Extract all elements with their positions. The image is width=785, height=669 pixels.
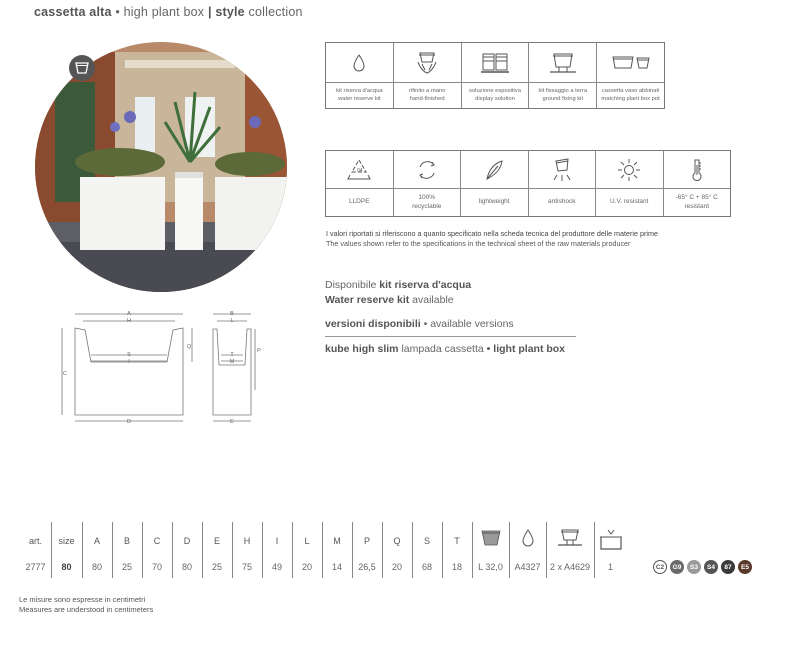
spec-column — [172, 522, 202, 578]
spec-value: 25 — [211, 562, 222, 572]
dim-label-c: C — [63, 371, 67, 377]
product-name-en: high plant box — [123, 5, 205, 19]
spec-header: E — [213, 536, 220, 546]
spec-value: 14 — [331, 562, 342, 572]
dimension-drawing — [55, 305, 275, 430]
collection-word: collection — [248, 5, 303, 19]
spec-header: D — [183, 536, 191, 546]
color-badge: S4 — [704, 560, 718, 574]
feature-uv-resistant: U.V. resistant — [596, 151, 664, 216]
spec-column — [382, 522, 412, 578]
feature-water-reserve: kit riserva d'acqua water reserve kit — [326, 43, 394, 108]
feature-lightweight: lightweight — [461, 151, 529, 216]
ground-fixing-icon — [548, 48, 578, 78]
spec-column — [472, 522, 509, 578]
spec-column — [352, 522, 382, 578]
features-top — [325, 42, 665, 109]
product-name-it: cassetta alta — [34, 5, 112, 19]
color-codes — [653, 560, 752, 574]
water-drop-icon — [520, 528, 536, 553]
spec-column — [51, 522, 82, 578]
recycle-04-icon — [344, 155, 374, 185]
spec-value: A4327 — [514, 562, 541, 572]
spec-value: 49 — [271, 562, 282, 572]
dim-label-q: Q — [186, 344, 192, 350]
feature-matching-pots: cassetta vaso abbinati matching plant box pot — [597, 43, 664, 108]
spec-header: Q — [393, 536, 401, 546]
spec-value: 2777 — [25, 562, 46, 572]
spec-column — [322, 522, 352, 578]
spec-header: L — [304, 536, 310, 546]
spec-column — [292, 522, 322, 578]
spec-header: B — [123, 536, 130, 546]
spec-column — [262, 522, 292, 578]
versions-divider — [325, 336, 576, 337]
measures-note: Le misure sono espresse in centimetri Measures are understood in centimeters — [19, 595, 154, 614]
versions-heading: versioni disponibili • available versions — [325, 318, 514, 330]
dim-label-b: B — [230, 311, 234, 317]
thermometer-icon — [682, 155, 712, 185]
dim-label-h: H — [127, 318, 131, 324]
spec-header: size — [58, 536, 75, 546]
spec-value: 25 — [121, 562, 132, 572]
spec-header: I — [275, 536, 279, 546]
spec-column — [142, 522, 172, 578]
dim-label-t: T — [230, 352, 234, 358]
spec-value: L 32,0 — [478, 562, 503, 572]
spec-value: 18 — [451, 562, 462, 572]
display-shelf-icon — [472, 48, 518, 78]
dim-label-p: P — [257, 348, 261, 354]
spec-value: 1 — [607, 562, 613, 572]
spec-value: 20 — [301, 562, 312, 572]
svg-text:04: 04 — [357, 167, 363, 174]
water-drop-icon — [344, 48, 374, 78]
spec-value: 70 — [151, 562, 162, 572]
dim-label-a: A — [127, 311, 131, 317]
feature-temperature: -65° C + 85° C resistant — [664, 151, 731, 216]
color-badge: C2 — [653, 560, 667, 574]
dim-label-i: I — [128, 359, 130, 365]
spec-value: 26,5 — [358, 562, 376, 572]
spec-column — [112, 522, 142, 578]
dim-label-l: L — [230, 318, 234, 324]
spec-value: 68 — [421, 562, 432, 572]
spec-header: A — [93, 536, 100, 546]
feature-display-solution: soluzione espositiva display solution — [462, 43, 530, 108]
version-name: kube high slim lampada cassetta • light plant box — [325, 343, 566, 355]
raw-materials-note: I valori riportati si riferiscono a quanto specificato nella scheda tecnica del produttore delle materie prime The values shown refer to the specifications in the technical sheet of the raw materials producer — [326, 229, 658, 249]
feature-lldpe: 04 LLDPE — [326, 151, 394, 216]
spec-header: S — [423, 536, 430, 546]
feather-icon — [479, 155, 509, 185]
spec-column — [232, 522, 262, 578]
product-photo — [35, 42, 287, 292]
spec-header: art. — [28, 536, 42, 546]
feature-hand-finished: rifinito a mano hand-finished — [394, 43, 462, 108]
dim-label-e: E — [230, 419, 234, 425]
product-photo-illustration — [35, 42, 287, 292]
feature-ground-fixing: kit fissaggio a terra ground fixing kit — [529, 43, 597, 108]
plant-box-icon — [69, 55, 95, 81]
spec-value: 80 — [91, 562, 102, 572]
spec-value: 20 — [391, 562, 402, 572]
spec-column — [20, 522, 51, 578]
spec-header: C — [153, 536, 161, 546]
spec-value: 80 — [61, 562, 72, 572]
pot-weight-icon — [598, 528, 624, 557]
spec-header: T — [454, 536, 460, 546]
dim-label-d: D — [127, 419, 131, 425]
color-badge: E5 — [738, 560, 752, 574]
spec-column — [82, 522, 112, 578]
antishock-icon — [547, 155, 577, 185]
matching-pots-icon — [606, 48, 656, 78]
spec-header: P — [363, 536, 370, 546]
spec-column — [594, 522, 627, 578]
spec-column — [546, 522, 594, 578]
spec-value: 75 — [241, 562, 252, 572]
sun-icon — [614, 155, 644, 185]
spec-header: M — [333, 536, 341, 546]
feature-antishock: antishock — [529, 151, 597, 216]
ground-fixing-icon — [557, 528, 583, 553]
style-word: style — [215, 5, 245, 19]
spec-column — [442, 522, 472, 578]
spec-column — [202, 522, 232, 578]
availability: Disponibile kit riserva d'acqua Water reserve kit available — [325, 279, 472, 307]
page-header: cassetta alta • high plant box | style collection — [34, 5, 303, 19]
recyclable-icon — [412, 155, 442, 185]
features-materials — [325, 150, 731, 217]
spec-column — [412, 522, 442, 578]
dim-label-s: S — [127, 352, 131, 358]
spec-value: 80 — [181, 562, 192, 572]
color-badge: G9 — [670, 560, 684, 574]
spec-header: H — [243, 536, 251, 546]
hands-pot-icon — [412, 48, 442, 78]
color-badge: 87 — [721, 560, 735, 574]
color-badge: S3 — [687, 560, 701, 574]
spec-value: 2 x A4629 — [549, 562, 591, 572]
dim-label-m: M — [229, 359, 235, 365]
spec-column — [509, 522, 546, 578]
litre-pot-icon — [480, 528, 502, 553]
feature-recyclable: 100% recyclable — [394, 151, 462, 216]
